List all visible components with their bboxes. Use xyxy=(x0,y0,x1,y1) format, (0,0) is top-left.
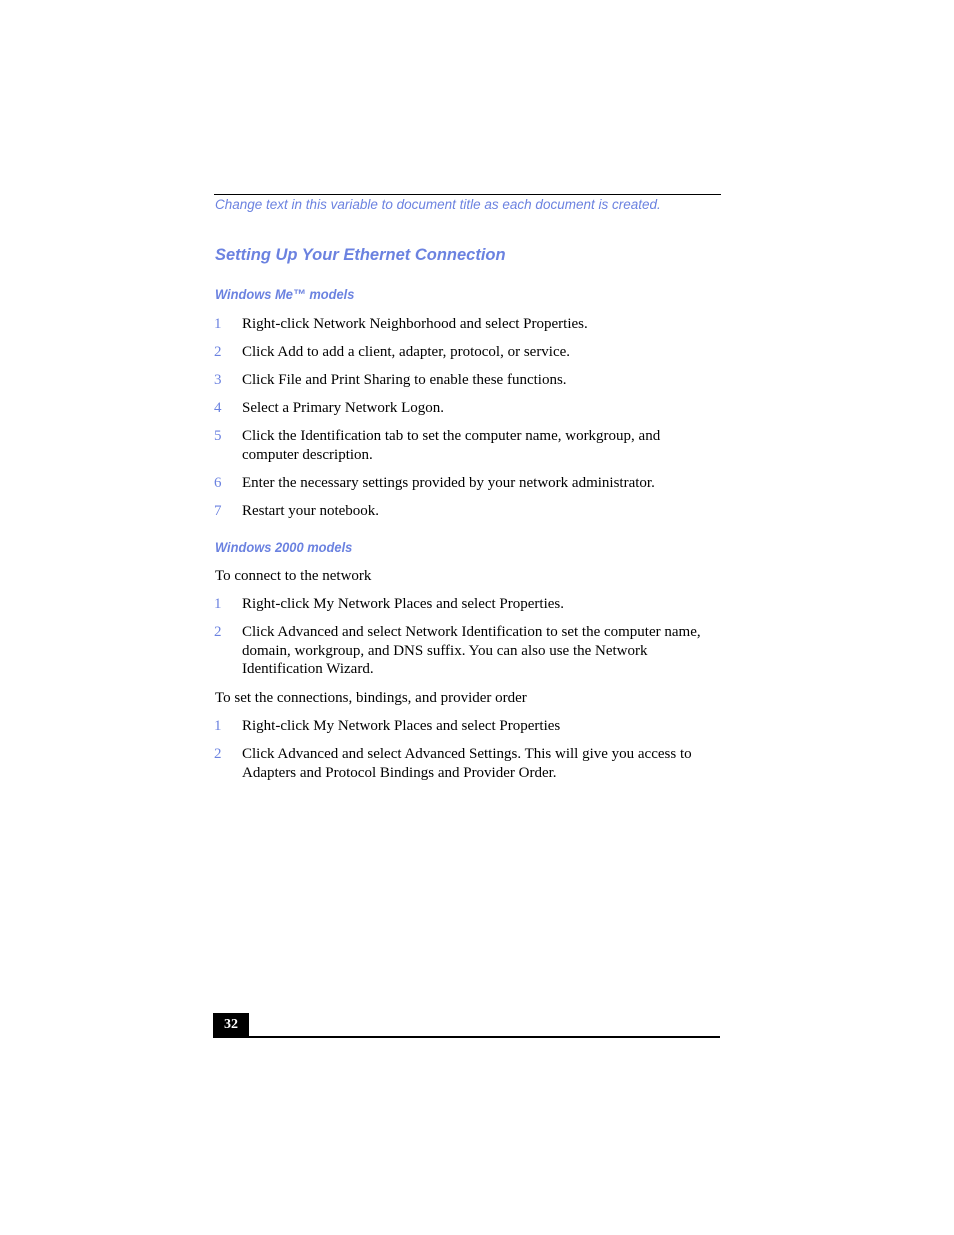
step-number: 6 xyxy=(214,475,222,491)
list-item xyxy=(214,745,720,782)
bindings-intro: To set the connections, bindings, and provider order xyxy=(215,690,527,706)
step-number: 2 xyxy=(214,624,222,640)
windows-2000-heading: Windows 2000 models xyxy=(215,539,353,555)
step-number: 2 xyxy=(214,746,222,762)
step-number: 5 xyxy=(214,428,222,444)
list-item xyxy=(214,474,720,493)
list-item xyxy=(214,371,720,390)
running-header: Change text in this variable to document title as each document is created. xyxy=(215,197,661,212)
step-text: Restart your notebook. xyxy=(242,503,380,519)
page-number: 32 xyxy=(213,1013,249,1036)
step-number: 3 xyxy=(214,372,222,388)
section-title: Setting Up Your Ethernet Connection xyxy=(215,246,506,264)
step-text: Right-click My Network Places and select Properties xyxy=(242,718,561,734)
step-text: Click File and Print Sharing to enable these functions. xyxy=(242,372,567,388)
step-text: Right-click My Network Places and select Properties. xyxy=(242,596,565,612)
step-number: 7 xyxy=(214,503,222,519)
footer-rule xyxy=(213,1036,720,1038)
windows-me-heading: Windows Me™ models xyxy=(215,286,355,302)
header-rule xyxy=(214,194,721,195)
list-item xyxy=(214,343,720,362)
step-text: Click the Identification tab to set the computer name, workgroup, and computer description. xyxy=(242,428,661,463)
step-text: Enter the necessary settings provided by your network administrator. xyxy=(242,475,655,491)
step-text: Right-click Network Neighborhood and select Properties. xyxy=(242,316,588,332)
step-text: Click Advanced and select Advanced Settings. This will give you access to Adapters and Protocol Bindings and Provider Order. xyxy=(242,746,692,781)
list-item xyxy=(214,427,720,464)
list-item xyxy=(214,595,720,614)
step-text: Click Add to add a client, adapter, protocol, or service. xyxy=(242,344,571,360)
list-item xyxy=(214,315,720,334)
step-number: 4 xyxy=(214,400,222,416)
step-text: Click Advanced and select Network Identification to set the computer name, domain, workgroup, and DNS suffix. You can also use the Network Identification Wizard. xyxy=(242,624,701,677)
list-item xyxy=(214,399,720,418)
list-item xyxy=(214,623,720,679)
list-item xyxy=(214,502,720,521)
step-text: Select a Primary Network Logon. xyxy=(242,400,445,416)
step-number: 1 xyxy=(214,596,222,612)
step-number: 1 xyxy=(214,718,222,734)
list-item xyxy=(214,717,720,736)
connect-intro: To connect to the network xyxy=(215,568,372,584)
step-number: 2 xyxy=(214,344,222,360)
step-number: 1 xyxy=(214,316,222,332)
